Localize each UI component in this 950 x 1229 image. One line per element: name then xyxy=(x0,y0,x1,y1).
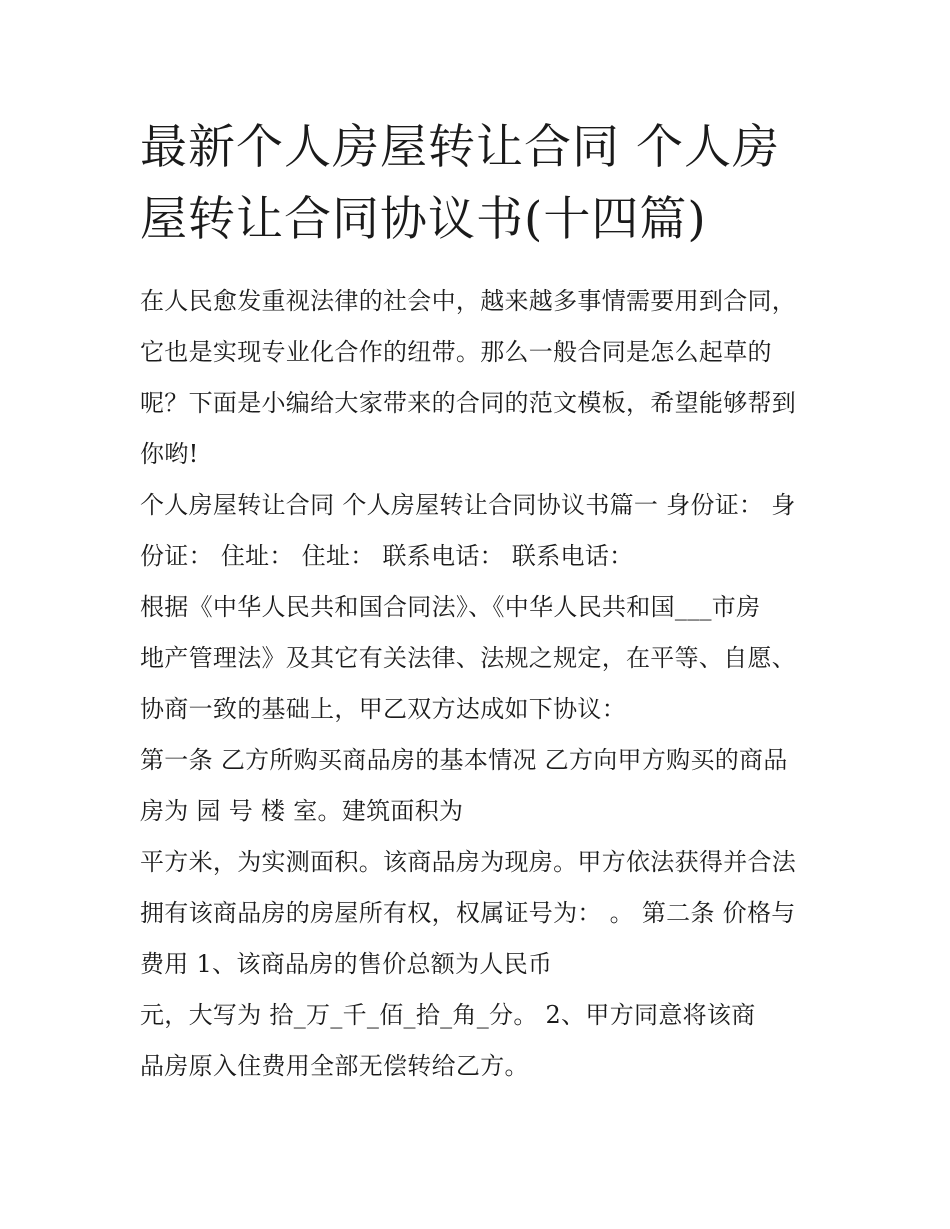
body-line-12: 平方米，为实测面积。该商品房为现房。甲方依法获得并合法 xyxy=(140,848,797,876)
body-line-14: 费用 1、该商品房的售价总额为人民币 xyxy=(140,950,553,978)
body-line-1: 在人民愈发重视法律的社会中，越来越多事情需要用到合同， xyxy=(140,287,797,315)
title-line-2: 屋转让合同协议书(十四篇) xyxy=(140,192,707,247)
body-line-3: 呢？下面是小编给大家带来的合同的范文模板，希望能够帮到 xyxy=(140,389,797,417)
body-line-15: 元，大写为 拾_万_千_佰_拾_角_分。 2、甲方同意将该商 xyxy=(140,1001,756,1029)
body-line-10: 第一条 乙方所购买商品房的基本情况 乙方向甲方购买的商品 xyxy=(140,746,788,774)
body-line-16: 品房原入住费用全部无偿转给乙方。 xyxy=(140,1052,529,1080)
body-line-8: 地产管理法》及其它有关法律、法规之规定，在平等、自愿、 xyxy=(140,644,797,672)
document-body xyxy=(140,276,820,1092)
body-line-5: 个人房屋转让合同 个人房屋转让合同协议书篇一 身份证： 身 xyxy=(140,491,796,519)
body-line-6: 份证： 住址： 住址： 联系电话： 联系电话： xyxy=(140,542,634,570)
body-line-11: 房为 园 号 楼 室。建筑面积为 xyxy=(140,797,464,825)
body-line-7: 根据《中华人民共和国合同法》、《中华人民共和国___市房 xyxy=(140,593,761,621)
body-line-4: 你哟! xyxy=(140,440,199,468)
title-line-1: 最新个人房屋转让合同 个人房 xyxy=(140,120,780,175)
body-line-13: 拥有该商品房的房屋所有权，权属证号为： 。 第二条 价格与 xyxy=(140,899,796,927)
body-line-2: 它也是实现专业化合作的纽带。那么一般合同是怎么起草的 xyxy=(140,338,772,366)
document-title xyxy=(140,112,820,256)
body-line-9: 协商一致的基础上，甲乙双方达成如下协议： xyxy=(140,695,626,723)
